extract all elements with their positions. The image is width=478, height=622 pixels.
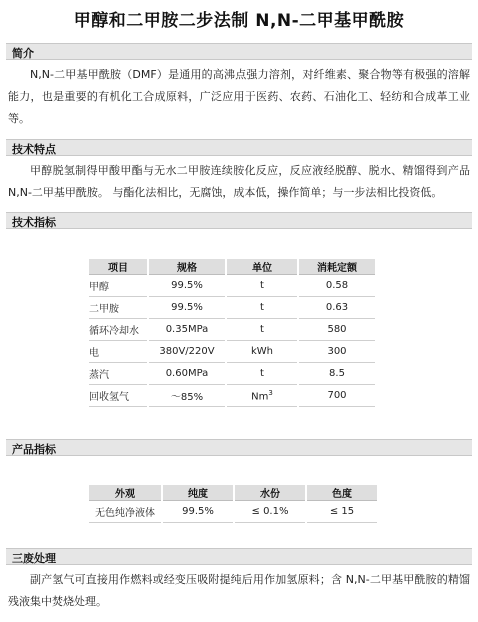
section-heading: 产品指标	[12, 443, 56, 456]
table-header-row	[89, 485, 377, 501]
unit-text: Nm	[251, 391, 269, 403]
column-header: 外观	[89, 485, 161, 501]
unit-superscript: 3	[268, 388, 273, 397]
table-row	[89, 341, 375, 363]
table-row	[89, 275, 375, 297]
cell-spec: 0.60MPa	[149, 363, 225, 385]
cell-value: 0.58	[299, 275, 375, 297]
column-header: 单位	[227, 259, 297, 275]
column-header: 消耗定额	[299, 259, 375, 275]
cell-color: ≤ 15	[307, 501, 377, 523]
cell-spec: ～85%	[149, 385, 225, 407]
cell-unit: t	[227, 297, 297, 319]
cell-value: 300	[299, 341, 375, 363]
table-row	[89, 319, 375, 341]
intro-paragraph: N,N-二甲基甲酰胺（DMF）是通用的高沸点强力溶剂，对纤维素、聚合物等有极强的溶解能力，也是重要的有机化工合成原料，广泛应用于医药、农药、石油化工、轻纺和合成革工业等。	[8, 68, 470, 125]
cell-moisture: ≤ 0.1%	[235, 501, 305, 523]
table-row	[89, 297, 375, 319]
table-row	[89, 385, 375, 407]
column-header: 规格	[149, 259, 225, 275]
product-spec-table	[87, 485, 379, 523]
cell-value: 700	[299, 385, 375, 407]
cell-unit: kWh	[227, 341, 297, 363]
section-header-features	[6, 139, 472, 156]
cell-unit: t	[227, 319, 297, 341]
section-header-waste	[6, 548, 472, 565]
table-header-row	[89, 259, 375, 275]
section-heading: 技术特点	[12, 143, 56, 156]
page-title: 甲醇和二甲胺二步法制 N,N-二甲基甲酰胺	[73, 11, 405, 31]
waste-paragraph: 副产氢气可直接用作燃料或经变压吸附提纯后用作加氢原料；含 N,N-二甲基甲酰胺的精馏残液集中焚烧处理。	[8, 573, 470, 608]
column-header: 纯度	[163, 485, 233, 501]
section-heading: 技术指标	[12, 216, 56, 229]
cell-item: 循环冷却水	[89, 319, 147, 341]
cell-item: 回收氢气	[89, 385, 147, 407]
cell-spec: 99.5%	[149, 297, 225, 319]
cell-item: 电	[89, 341, 147, 363]
section-header-product-spec	[6, 439, 472, 456]
cell-appearance: 无色纯净液体	[89, 501, 161, 523]
cell-unit: t	[227, 275, 297, 297]
section-header-intro	[6, 43, 472, 60]
column-header: 色度	[307, 485, 377, 501]
table-row	[89, 363, 375, 385]
section-heading: 简介	[12, 47, 34, 60]
cell-spec: 380V/220V	[149, 341, 225, 363]
cell-item: 甲醇	[89, 275, 147, 297]
cell-unit: t	[227, 363, 297, 385]
tech-spec-table	[87, 259, 377, 407]
cell-spec: 0.35MPa	[149, 319, 225, 341]
cell-value: 8.5	[299, 363, 375, 385]
column-header: 项目	[89, 259, 147, 275]
table-row	[89, 501, 377, 523]
column-header: 水份	[235, 485, 305, 501]
cell-item: 蒸汽	[89, 363, 147, 385]
cell-value: 580	[299, 319, 375, 341]
features-paragraph: 甲醇脱氢制得甲酸甲酯与无水二甲胺连续胺化反应，反应液经脱醇、脱水、精馏得到产品 N,N-二甲基甲酰胺。 与酯化法相比，无腐蚀，成本低，操作简单；与一步法相比投资低。	[8, 164, 470, 199]
cell-item: 二甲胺	[89, 297, 147, 319]
section-heading: 三废处理	[12, 552, 56, 565]
section-header-tech-spec	[6, 212, 472, 229]
cell-purity: 99.5%	[163, 501, 233, 523]
cell-unit	[227, 385, 297, 407]
cell-value: 0.63	[299, 297, 375, 319]
cell-spec: 99.5%	[149, 275, 225, 297]
